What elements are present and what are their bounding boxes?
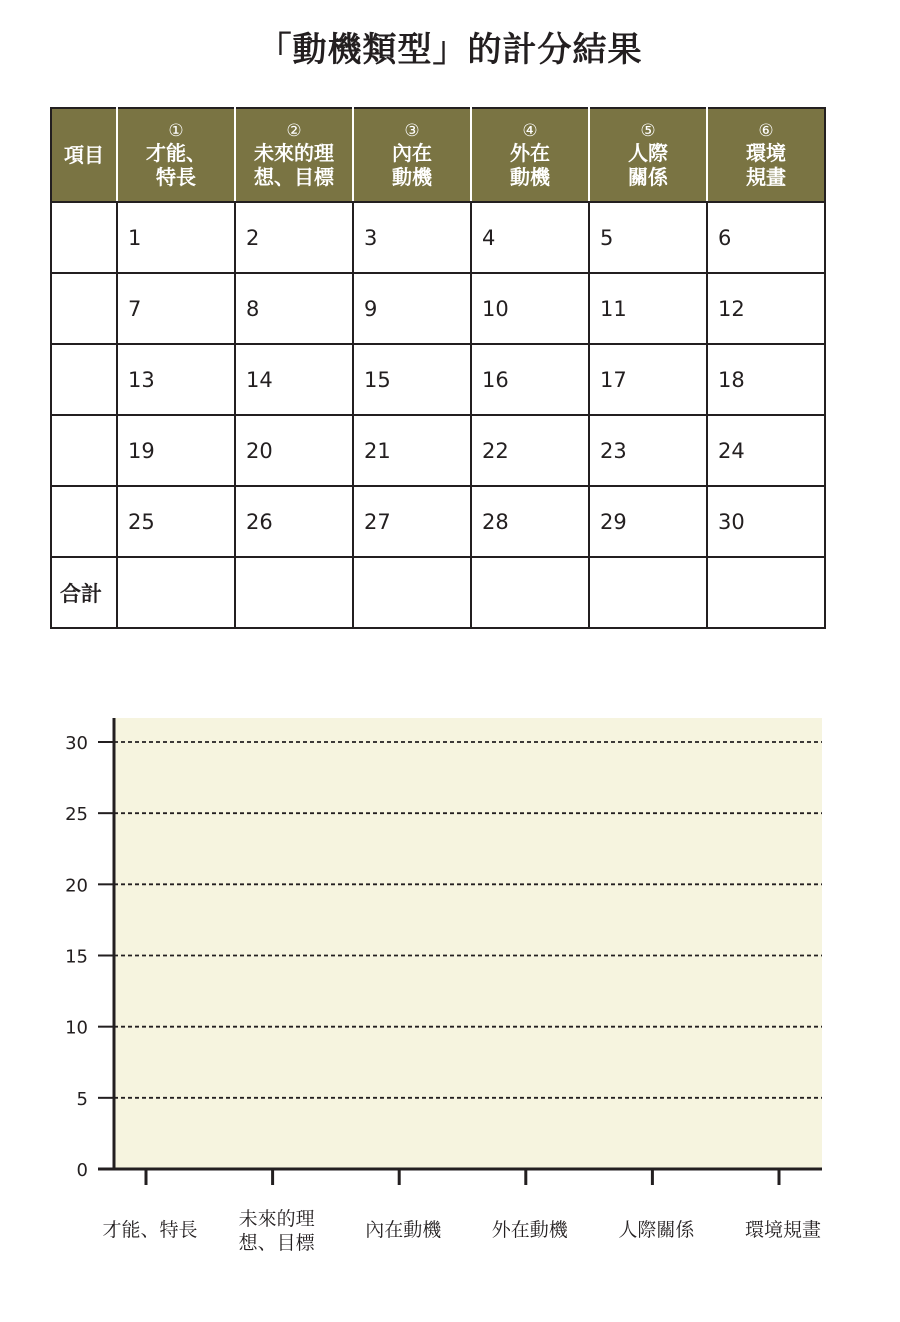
row-label-cell (51, 344, 117, 415)
x-tick-label: 人際關係 (618, 1219, 695, 1241)
row-label-cell (51, 415, 117, 486)
column-label-line2: 動機 (392, 165, 432, 189)
y-tick-label: 30 (65, 733, 88, 754)
question-cell: 24 (707, 415, 825, 486)
total-cell[interactable] (353, 557, 471, 628)
question-cell: 3 (353, 202, 471, 273)
question-cell: 22 (471, 415, 589, 486)
y-tick-label: 10 (65, 1017, 88, 1039)
question-cell: 12 (707, 273, 825, 344)
question-cell: 16 (471, 344, 589, 415)
question-cell: 11 (589, 273, 707, 344)
question-cell: 7 (117, 273, 235, 344)
column-number: ① (168, 121, 184, 141)
total-cell[interactable] (235, 557, 353, 628)
score-chart (0, 700, 900, 1280)
question-cell: 30 (707, 486, 825, 557)
question-cell: 5 (589, 202, 707, 273)
x-tick-label: 才能、特長 (102, 1219, 198, 1241)
table-row (51, 273, 825, 344)
total-row (51, 557, 825, 628)
column-header-talent (117, 108, 235, 202)
plot-background (114, 718, 822, 1169)
column-number: ④ (522, 121, 538, 141)
x-tick-label: 未來的理 (238, 1208, 315, 1230)
column-label-line2: 特長 (156, 165, 196, 189)
column-label-line2: 想、目標 (254, 165, 334, 189)
column-label-line1: 未來的理 (254, 141, 334, 165)
table-row (51, 202, 825, 273)
x-tick-label: 環境規畫 (744, 1219, 822, 1241)
table-row (51, 486, 825, 557)
question-cell: 19 (117, 415, 235, 486)
question-cell: 14 (235, 344, 353, 415)
column-label-line2: 規畫 (746, 165, 786, 189)
column-label-line1: 內在 (392, 141, 432, 165)
score-table (50, 107, 826, 629)
question-cell: 27 (353, 486, 471, 557)
chart-svg (0, 700, 900, 1280)
x-tick-label: 內在動機 (365, 1219, 442, 1241)
column-number: ③ (404, 121, 420, 141)
question-cell: 28 (471, 486, 589, 557)
column-header-environment (707, 108, 825, 202)
y-tick-label: 5 (76, 1088, 88, 1110)
question-cell: 6 (707, 202, 825, 273)
total-cell[interactable] (471, 557, 589, 628)
column-header-future-goal (235, 108, 353, 202)
page-title: 「動機類型」的計分結果 (257, 30, 643, 70)
question-cell: 1 (117, 202, 235, 273)
x-tick-label: 外在動機 (491, 1219, 568, 1241)
question-cell: 4 (471, 202, 589, 273)
column-header-extrinsic (471, 108, 589, 202)
question-cell: 9 (353, 273, 471, 344)
question-cell: 10 (471, 273, 589, 344)
column-number: ⑥ (758, 121, 774, 141)
question-cell: 17 (589, 344, 707, 415)
column-label-line1: 才能、 (146, 141, 206, 165)
question-cell: 18 (707, 344, 825, 415)
total-cell[interactable] (589, 557, 707, 628)
table-row (51, 415, 825, 486)
row-label-cell (51, 273, 117, 344)
item-header: 項目 (51, 108, 117, 202)
total-cell[interactable] (707, 557, 825, 628)
column-label-line2: 關係 (628, 165, 668, 189)
column-label-line1: 環境 (746, 141, 786, 165)
column-label-line2: 動機 (510, 165, 550, 189)
y-tick-label: 15 (65, 946, 88, 968)
y-tick-label: 0 (76, 1160, 88, 1181)
question-cell: 20 (235, 415, 353, 486)
column-number: ② (286, 121, 302, 141)
row-label-cell (51, 486, 117, 557)
question-cell: 25 (117, 486, 235, 557)
question-cell: 13 (117, 344, 235, 415)
question-cell: 21 (353, 415, 471, 486)
table-header-row (51, 108, 825, 202)
question-cell: 2 (235, 202, 353, 273)
question-cell: 8 (235, 273, 353, 344)
table-row (51, 344, 825, 415)
question-cell: 23 (589, 415, 707, 486)
column-number: ⑤ (640, 121, 656, 141)
question-cell: 15 (353, 344, 471, 415)
question-cell: 29 (589, 486, 707, 557)
column-header-relationships (589, 108, 707, 202)
x-tick-label: 想、目標 (238, 1232, 315, 1254)
total-label: 合計 (51, 557, 117, 628)
row-label-cell (51, 202, 117, 273)
question-cell: 26 (235, 486, 353, 557)
total-cell[interactable] (117, 557, 235, 628)
column-label-line1: 外在 (510, 141, 550, 165)
column-label-line1: 人際 (628, 141, 668, 165)
column-header-intrinsic (353, 108, 471, 202)
y-tick-label: 20 (65, 875, 88, 897)
y-tick-label: 25 (65, 804, 88, 826)
